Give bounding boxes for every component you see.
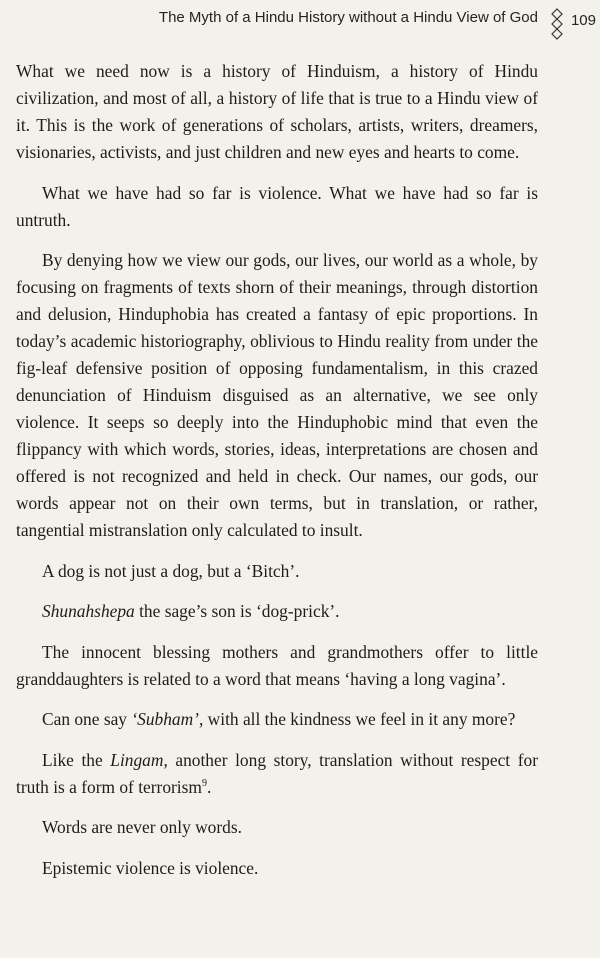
paragraph-7 xyxy=(16,706,538,733)
page-number: 109 xyxy=(570,12,596,29)
paragraph-7-post: , with all the kindness we feel in it any more? xyxy=(198,709,516,729)
paragraph-8-italic: Lingam xyxy=(110,749,164,770)
paragraph-2: What we have had so far is violence. What we have had so far is untruth. xyxy=(16,182,538,230)
paragraph-5 xyxy=(16,598,538,625)
paragraph-5-italic: Shunahshepa xyxy=(42,601,135,621)
footnote-marker: 9 xyxy=(201,777,207,789)
chain-ornament-icon xyxy=(550,8,564,42)
paragraph-8-end: . xyxy=(206,776,212,797)
paragraph-3: By denying how we view our gods, our lives, our world as a whole, by focusing on fragments of texts shorn of their meanings, through distortion and delusion, Hinduphobia has created a fantasy of epic proportions. In today’s academic historiography, oblivious to Hindu reality from under the fig-leaf defensive position of opposing fundamentalism, in this crazed denunciation of Hinduism disguised as an alternative, we see only violence. It seeps so deeply into the Hinduphobic mind that even the flippancy with which words, stories, ideas, interpretations are chosen and offered is not recognized and held in check. Our names, our gods, our words appear not on their own terms, but in translation, or rather, tangential mistranslation only calculated to insult. xyxy=(16,250,538,540)
paragraph-5-rest: the sage’s son is ‘dog-prick’. xyxy=(134,601,340,621)
paragraph-8 xyxy=(16,747,538,801)
paragraph-1: What we need now is a history of Hinduism, a history of Hindu civilization, and most of all, a history of life that is true to a Hindu view of it. This is the work of generations of scholars, artists, writers, dreamers, visionaries, activists, and just children and new eyes and hearts to come. xyxy=(16,61,538,162)
paragraph-6: The innocent blessing mothers and grandmothers offer to little granddaughters is related to a word that means ‘having a long vagina’. xyxy=(16,641,538,689)
paragraph-10: Epistemic violence is violence. xyxy=(42,857,259,878)
body-text xyxy=(16,58,538,895)
running-title: The Myth of a Hindu History without a Hindu View of God xyxy=(158,9,538,26)
paragraph-7-pre: Can one say xyxy=(42,709,132,729)
paragraph-4: A dog is not just a dog, but a ‘Bitch’. xyxy=(42,560,300,581)
paragraph-8-post: , another long story, translation without respect for truth is a form of terrorism xyxy=(16,749,538,797)
paragraph-9: Words are never only words. xyxy=(42,817,242,837)
page-header xyxy=(0,8,600,30)
paragraph-8-pre: Like the xyxy=(42,749,111,770)
paragraph-7-italic: ‘Subham’ xyxy=(131,709,199,729)
